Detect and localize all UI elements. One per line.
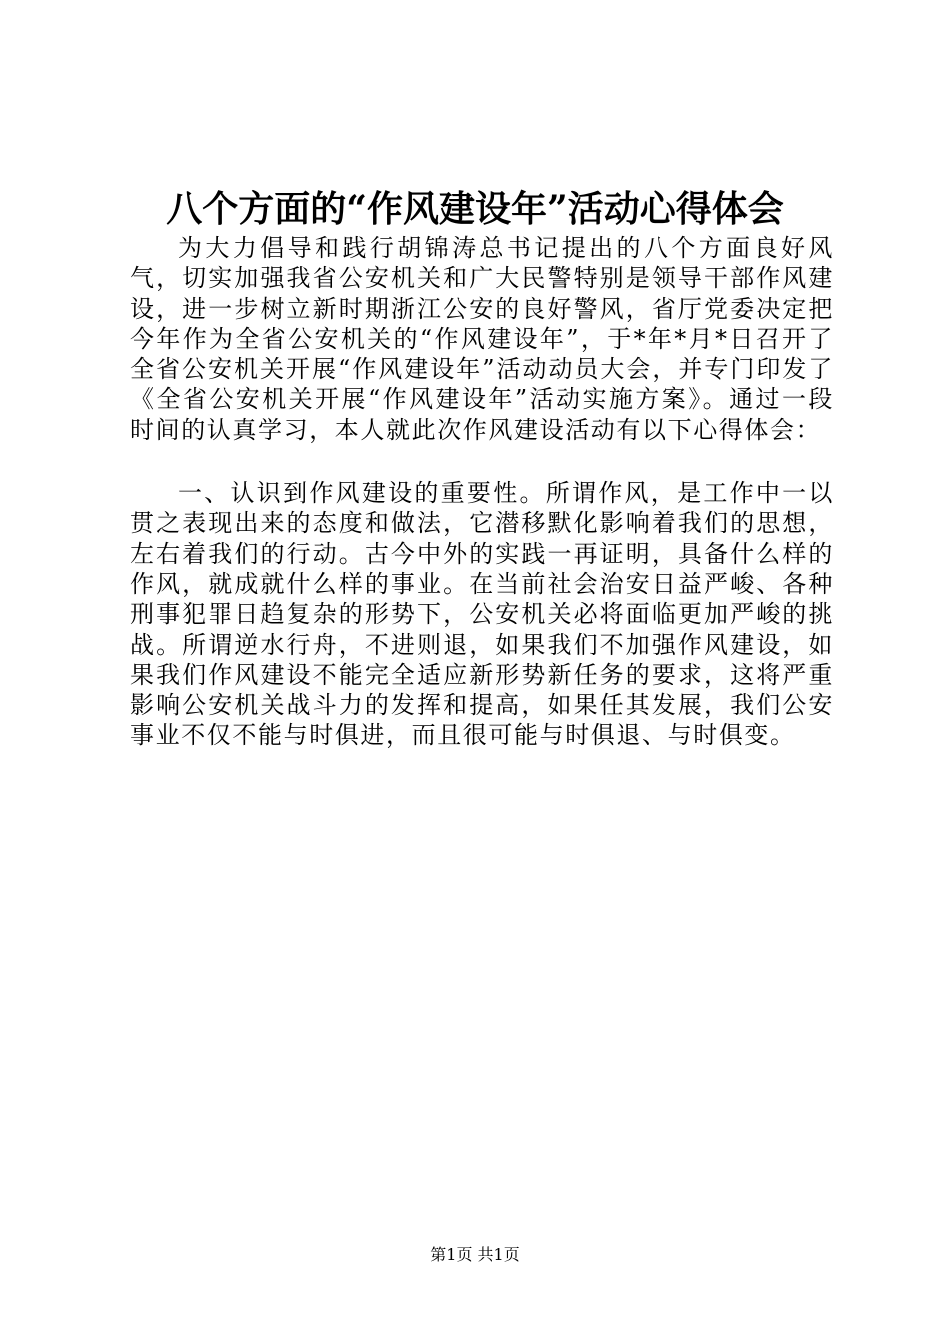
paragraph-section-one: 一、认识到作风建设的重要性。所谓作风，是工作中一以贯之表现出来的态度和做法，它潜移默化影响着我们的思想，左右着我们的行动。古今中外的实践一再证明，具备什么样的作风，就成就什么样的事业。在当前社会治安日益严峻、各种刑事犯罪日趋复杂的形势下，公安机关必将面临更加严峻的挑战。所谓逆水行舟，不进则退，如果我们不加强作风建设，如果我们作风建设不能完全适应新形势新任务的要求，这将严重影响公安机关战斗力的发挥和提高，如果任其发展，我们公安事业不仅不能与时俱进，而且很可能与时俱退、与时俱变。 xyxy=(130,479,834,750)
document-title: 八个方面的“作风建设年”活动心得体会 xyxy=(166,188,784,230)
document-body xyxy=(130,233,834,751)
page-footer: 第1页 共1页 xyxy=(430,1245,520,1264)
paragraph-intro: 为大力倡导和践行胡锦涛总书记提出的八个方面良好风气，切实加强我省公安机关和广大民警特别是领导干部作风建设，进一步树立新时期浙江公安的良好警风，省厅党委决定把今年作为全省公安机关的“作风建设年”，于*年*月*日召开了全省公安机关开展“作风建设年”活动动员大会，并专门印发了《全省公安机关开展“作风建设年”活动实施方案》。通过一段时间的认真学习，本人就此次作风建设活动有以下心得体会： xyxy=(130,234,834,444)
